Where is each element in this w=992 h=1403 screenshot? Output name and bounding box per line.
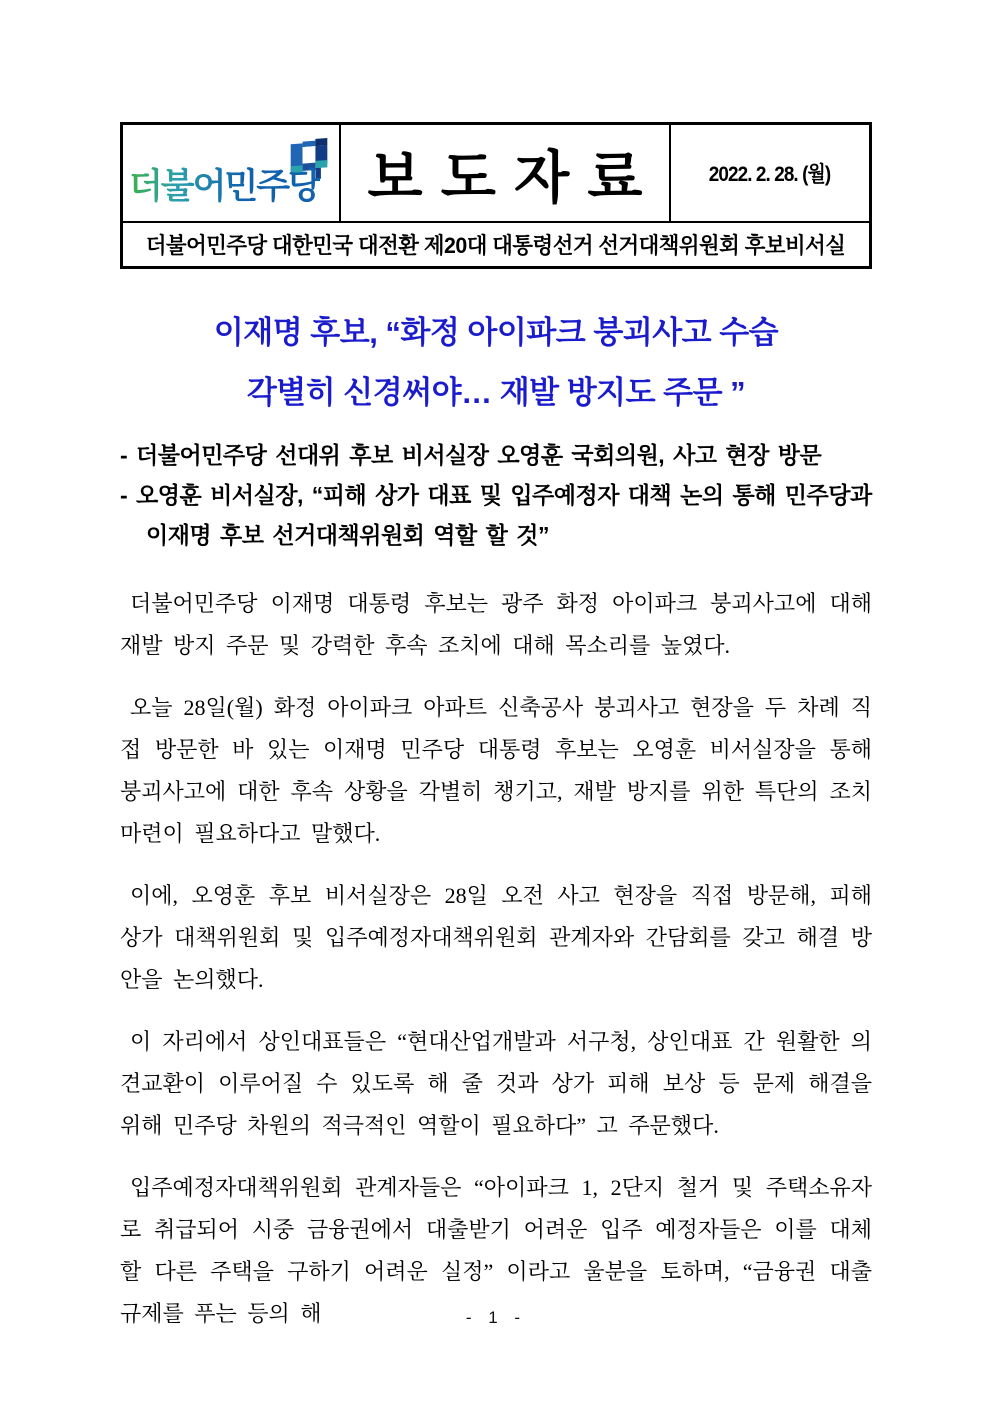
release-date: 2022. 2. 28. (월) bbox=[709, 163, 831, 186]
body-paragraph: 입주예정자대책위원회 관계자들은 “아이파크 1, 2단지 철거 및 주택소유자로 취급되어 시중 금융권에서 대출받기 어려운 입주 예정자들은 이를 대체할 다른 주택을 구하기 어려운 실정” 이라고 울분을 토하며, “금융권 대출 규제를 푸는 등의 해 bbox=[120, 1175, 872, 1326]
headline-line-1: 이재명 후보, “화정 아이파크 붕괴사고 수습 bbox=[213, 315, 779, 350]
header-table bbox=[120, 122, 872, 269]
issuer-text: 더불어민주당 대한민국 대전환 제20대 대통령선거 선거대책위원회 후보비서실 bbox=[146, 233, 846, 258]
summary-bullet: - 더불어민주당 선대위 후보 비서실장 오영훈 국회의원, 사고 현장 방문 bbox=[120, 442, 822, 468]
page-content bbox=[120, 0, 872, 1355]
party-logo-text: 더불어민주당 bbox=[129, 159, 320, 209]
summary-bullet: - 오영훈 비서실장, “피해 상가 대표 및 입주예정자 대책 논의 통해 민주당과 이재명 후보 선거대책위원회 역할 할 것” bbox=[120, 482, 872, 548]
body-text bbox=[120, 583, 872, 1335]
headline-line-2: 각별히 신경써야… 재발 방지도 주문 ” bbox=[246, 375, 746, 410]
body-paragraph: 이 자리에서 상인대표들은 “현대산업개발과 서구청, 상인대표 간 원활한 의견교환이 이루어질 수 있도록 해 줄 것과 상가 피해 보상 등 문제 해결을 위해 민주당 차원의 적극적인 역할이 필요하다” 고 주문했다. bbox=[120, 1029, 872, 1138]
party-logo-cell bbox=[123, 125, 341, 223]
body-paragraph: 이에, 오영훈 후보 비서실장은 28일 오전 사고 현장을 직접 방문해, 피해 상가 대책위원회 및 입주예정자대책위원회 관계자와 간담회를 갖고 해결 방안을 논의했다. bbox=[120, 883, 872, 992]
issuer-row bbox=[123, 223, 869, 266]
page-number: - 1 - bbox=[465, 1308, 527, 1327]
doc-type-cell bbox=[341, 125, 671, 223]
headline bbox=[120, 303, 872, 423]
body-paragraph: 더불어민주당 이재명 대통령 후보는 광주 화정 아이파크 붕괴사고에 대해 재발 방지 주문 및 강력한 후속 조치에 대해 목소리를 높였다. bbox=[120, 591, 872, 658]
doc-type-title: 보도자료 bbox=[367, 146, 661, 210]
body-paragraph: 오늘 28일(월) 화정 아이파크 아파트 신축공사 붕괴사고 현장을 두 차례 직접 방문한 바 있는 이재명 민주당 대통령 후보는 오영훈 비서실장을 통해 붕괴사고에 대한 후속 상황을 각별히 챙기고, 재발 방지를 위한 특단의 조치 마련이 필요하다고 말했다. bbox=[120, 695, 872, 846]
date-cell bbox=[671, 125, 869, 223]
summary-bullets bbox=[120, 435, 872, 555]
